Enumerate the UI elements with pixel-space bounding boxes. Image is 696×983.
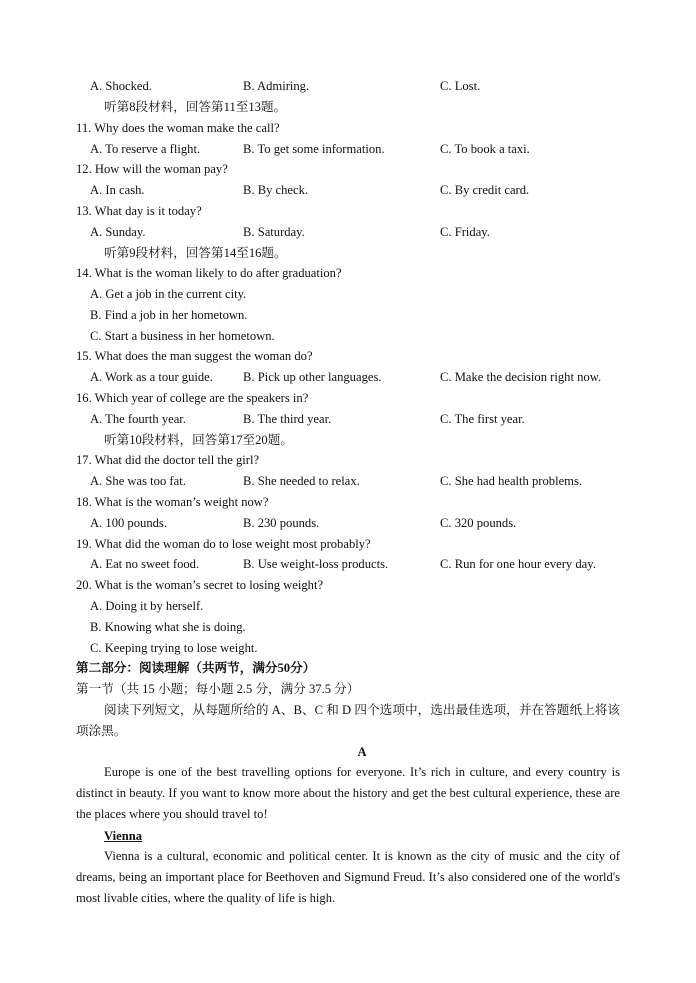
vienna-paragraph: Vienna is a cultural, economic and political center. It is known as the city of music and the city of dreams, being an important place for Beethoven and Sigmund Freud. It’s also considered one of the world's most livable cities, where the quality of life is high. bbox=[76, 849, 620, 905]
q18-option-a: A. 100 pounds. bbox=[90, 516, 167, 530]
q10-option-a: A. Shocked. bbox=[90, 79, 152, 93]
q15-stem: 15. What does the man suggest the woman do? bbox=[76, 349, 313, 363]
q20-option-b: B. Knowing what she is doing. bbox=[90, 620, 246, 634]
q14-option-b: B. Find a job in her hometown. bbox=[90, 308, 248, 322]
vienna-heading: Vienna bbox=[104, 829, 143, 843]
q18-stem: 18. What is the woman’s weight now? bbox=[76, 495, 269, 509]
q14-option-a: A. Get a job in the current city. bbox=[90, 287, 247, 301]
q14-stem: 14. What is the woman likely to do after graduation? bbox=[76, 266, 342, 280]
q20-stem: 20. What is the woman’s secret to losing weight? bbox=[76, 578, 324, 592]
q14-option-c: C. Start a business in her hometown. bbox=[90, 329, 275, 343]
q20-option-a: A. Doing it by herself. bbox=[90, 599, 204, 613]
q15-option-b: B. Pick up other languages. bbox=[243, 370, 382, 384]
intro-paragraph: Europe is one of the best travelling options for everyone. It’s rich in culture, and every country is distinct in beauty. If you want to know more about the history and get the best cultural experience, these are the places where you should travel to! bbox=[76, 765, 620, 821]
q19-option-c: C. Run for one hour every day. bbox=[440, 557, 596, 571]
q16-option-b: B. The third year. bbox=[243, 412, 332, 426]
q11-option-b: B. To get some information. bbox=[243, 142, 385, 156]
q18-option-c: C. 320 pounds. bbox=[440, 516, 517, 530]
section-10-instruction: 听第10段材料，回答第17至20题。 bbox=[104, 433, 293, 447]
q17-option-b: B. She needed to relax. bbox=[243, 474, 360, 488]
q17-option-a: A. She was too fat. bbox=[90, 474, 186, 488]
q16-option-a: A. The fourth year. bbox=[90, 412, 186, 426]
q19-option-a: A. Eat no sweet food. bbox=[90, 557, 200, 571]
q17-option-c: C. She had health problems. bbox=[440, 474, 583, 488]
q17-stem: 17. What did the doctor tell the girl? bbox=[76, 453, 260, 467]
q10-option-b: B. Admiring. bbox=[243, 79, 310, 93]
q16-option-c: C. The first year. bbox=[440, 412, 525, 426]
part-2-title: 第二部分：阅读理解（共两节，满分50分） bbox=[76, 661, 316, 675]
q12-option-a: A. In cash. bbox=[90, 183, 145, 197]
section-9-instruction: 听第9段材料，回答第14至16题。 bbox=[104, 246, 287, 260]
q15-option-c: C. Make the decision right now. bbox=[440, 370, 602, 384]
q15-option-a: A. Work as a tour guide. bbox=[90, 370, 213, 384]
q18-option-b: B. 230 pounds. bbox=[243, 516, 320, 530]
q12-stem: 12. How will the woman pay? bbox=[76, 162, 228, 176]
q11-option-c: C. To book a taxi. bbox=[440, 142, 530, 156]
reading-instructions: 阅读下列短文，从每题所给的 A、B、C 和 D 四个选项中，选出最佳选项，并在答题纸上将该项涂黑。 bbox=[76, 703, 620, 738]
section-8-instruction: 听第8段材料，回答第11至13题。 bbox=[104, 100, 287, 114]
q12-option-b: B. By check. bbox=[243, 183, 309, 197]
q19-option-b: B. Use weight-loss products. bbox=[243, 557, 389, 571]
q13-option-a: A. Sunday. bbox=[90, 225, 146, 239]
q13-option-c: C. Friday. bbox=[440, 225, 490, 239]
q13-option-b: B. Saturday. bbox=[243, 225, 305, 239]
q12-option-c: C. By credit card. bbox=[440, 183, 530, 197]
q11-stem: 11. Why does the woman make the call? bbox=[76, 121, 280, 135]
section-1-title: 第一节（共 15 小题；每小题 2.5 分，满分 37.5 分） bbox=[76, 682, 360, 696]
q10-option-c: C. Lost. bbox=[440, 79, 481, 93]
passage-letter: A bbox=[357, 745, 367, 759]
q13-stem: 13. What day is it today? bbox=[76, 204, 202, 218]
q16-stem: 16. Which year of college are the speakers in? bbox=[76, 391, 309, 405]
q20-option-c: C. Keeping trying to lose weight. bbox=[90, 641, 258, 655]
q11-option-a: A. To reserve a flight. bbox=[90, 142, 201, 156]
q19-stem: 19. What did the woman do to lose weight most probably? bbox=[76, 537, 371, 551]
